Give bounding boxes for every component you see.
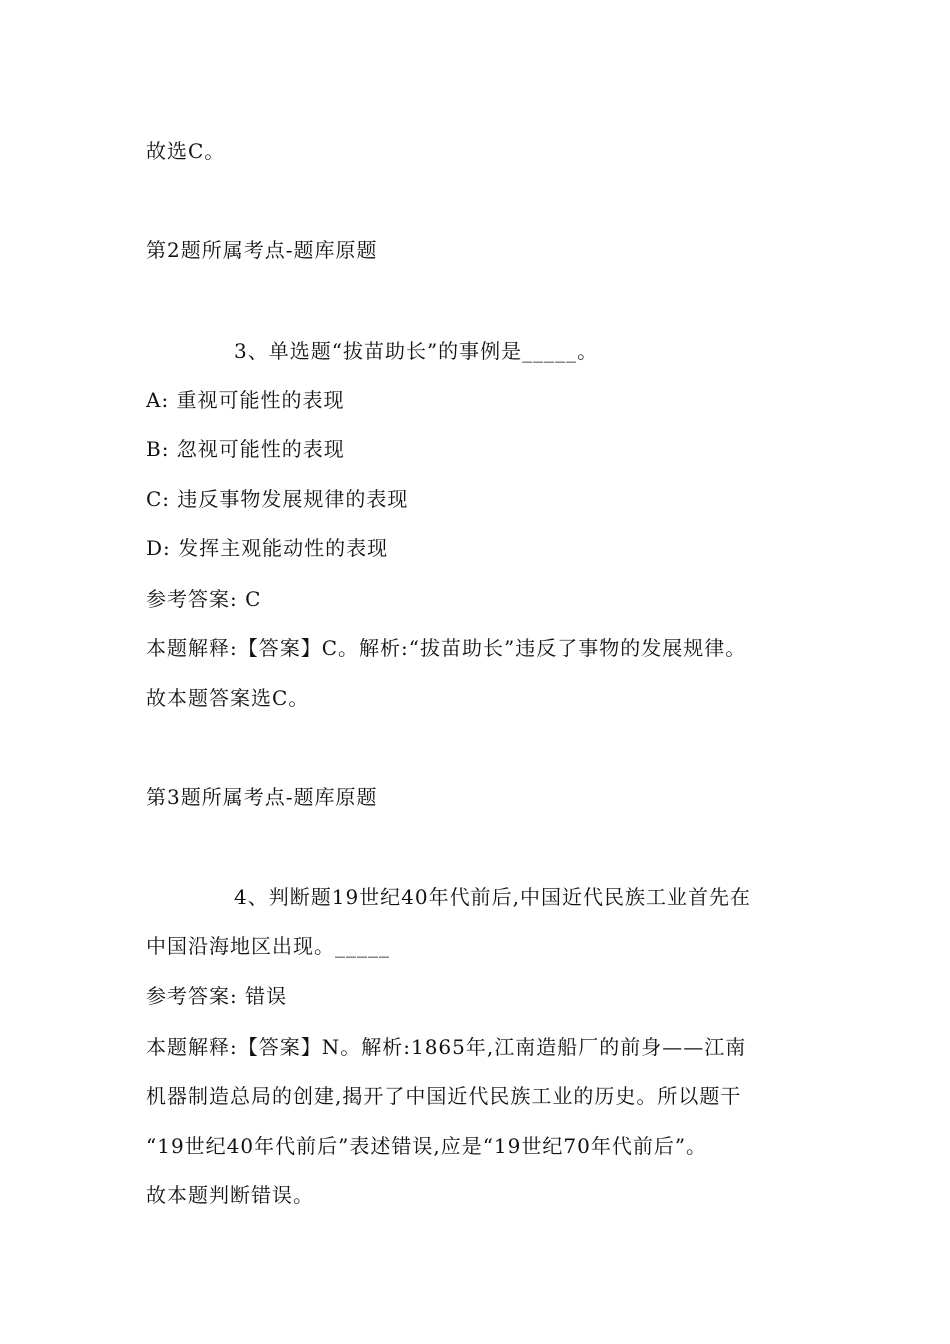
- q3-answer: 参考答案: C: [146, 587, 262, 611]
- q4-answer: 参考答案: 错误: [146, 984, 288, 1008]
- q3-option-b: B: 忽视可能性的表现: [146, 437, 345, 461]
- q3-option-c: C: 违反事物发展规律的表现: [146, 487, 409, 511]
- q3-explanation-line-2: 故本题答案选C。: [146, 686, 310, 710]
- q4-explanation-line-3: “19世纪40年代前后”表述错误,应是“19世纪70年代前后”。: [146, 1134, 708, 1158]
- q4-explanation-line-4: 故本题判断错误。: [146, 1183, 314, 1207]
- q2-topic-heading: 第2题所属考点-题库原题: [146, 238, 378, 262]
- q3-explanation-line-1: 本题解释:【答案】C。解析:“拔苗助长”违反了事物的发展规律。: [146, 636, 747, 660]
- q4-explanation-line-2: 机器制造总局的创建,揭开了中国近代民族工业的历史。所以题干: [146, 1084, 742, 1108]
- q3-stem: 3、单选题“拔苗助长”的事例是_____。: [234, 339, 599, 363]
- q3-topic-heading: 第3题所属考点-题库原题: [146, 785, 378, 809]
- previous-conclusion: 故选C。: [146, 139, 226, 163]
- q4-explanation-line-1: 本题解释:【答案】N。解析:1865年,江南造船厂的前身——江南: [146, 1035, 747, 1059]
- q4-stem-line-2: 中国沿海地区出现。_____: [146, 934, 390, 958]
- q3-option-d: D: 发挥主观能动性的表现: [146, 536, 389, 560]
- q4-stem-line-1: 4、判断题19世纪40年代前后,中国近代民族工业首先在: [234, 885, 751, 909]
- q3-option-a: A: 重视可能性的表现: [146, 388, 345, 412]
